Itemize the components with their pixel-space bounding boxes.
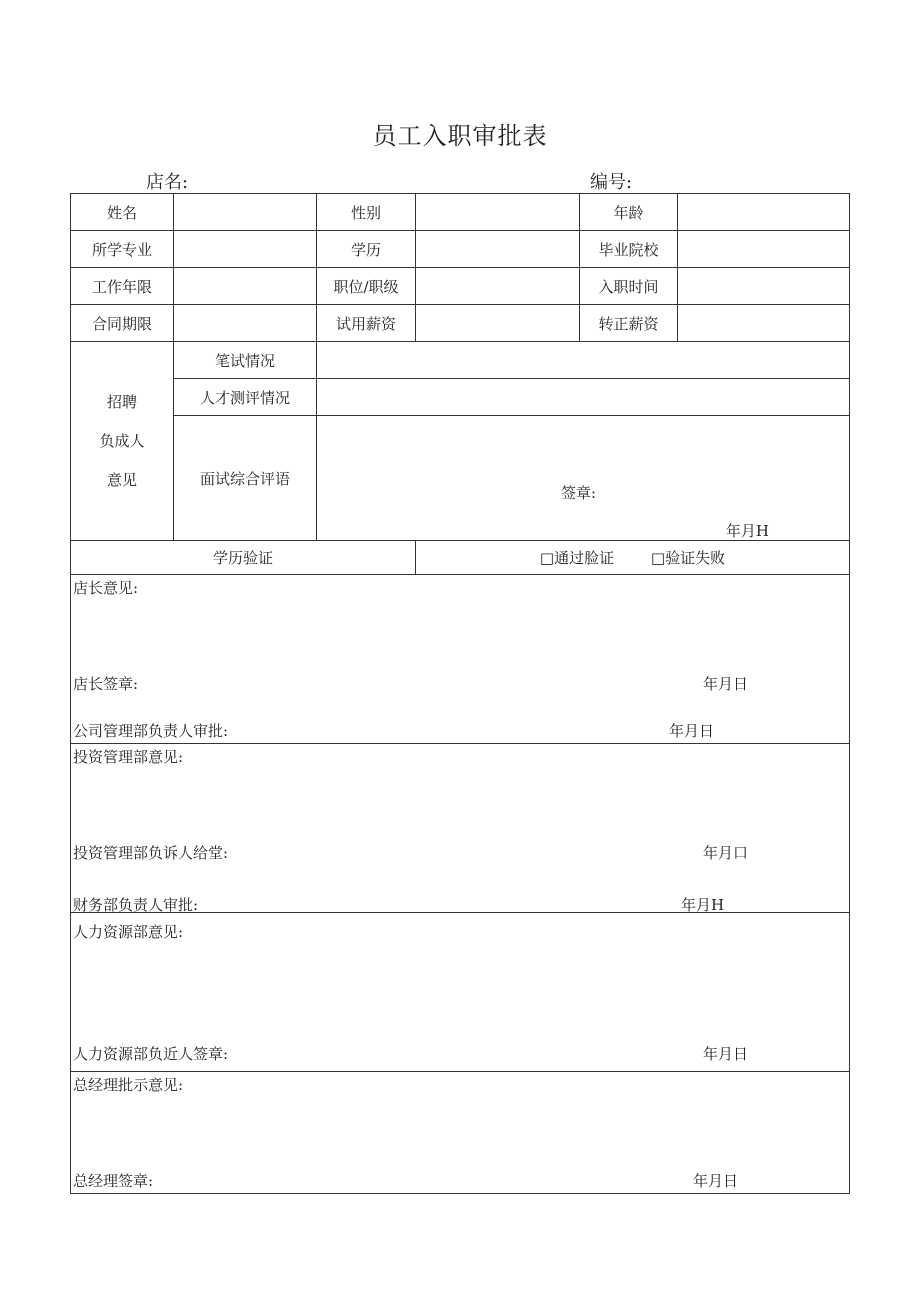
form-row-contract <box>71 305 850 342</box>
trial-salary-label: 试用薪资 <box>317 305 416 342</box>
interview-date: 年月H <box>725 522 769 540</box>
gm-opinion-label: 总经理批示意见: <box>73 1076 184 1094</box>
position-label: 职位/职级 <box>317 268 416 305</box>
education-label: 学历 <box>317 231 416 268</box>
company-approval-label: 公司管理部负责人审批: <box>73 722 229 740</box>
store-manager-opinion-label: 店长意见: <box>73 579 139 597</box>
company-approval-date: 年月日 <box>669 722 715 740</box>
recruiter-side-line2: 负成人 <box>99 431 145 450</box>
investment-section <box>71 744 850 913</box>
gm-section <box>71 1072 850 1194</box>
recruit-row-talent <box>71 379 850 416</box>
work-years-label: 工作年限 <box>71 268 174 305</box>
store-manager-section <box>71 575 850 744</box>
entry-time-label: 入职时间 <box>580 268 678 305</box>
education-field[interactable] <box>416 231 580 268</box>
name-label: 姓名 <box>71 194 174 231</box>
approval-form-table <box>70 193 850 1194</box>
name-field[interactable] <box>174 194 317 231</box>
form-row-major <box>71 231 850 268</box>
store-name-label: 店名: <box>146 172 189 193</box>
recruiter-side-line3: 意见 <box>106 470 137 489</box>
recruit-row-written <box>71 342 850 379</box>
education-verify-options <box>416 541 850 575</box>
finance-approval-label: 财务部负责人审批: <box>73 896 199 914</box>
age-field[interactable] <box>678 194 850 231</box>
school-label: 毕业院校 <box>580 231 678 268</box>
gm-date: 年月日 <box>693 1172 739 1190</box>
investment-opinion-label: 投资管理部意见: <box>73 748 184 766</box>
verify-passed-checkbox[interactable]: □通过脸证 <box>539 549 615 567</box>
school-field[interactable] <box>678 231 850 268</box>
contract-label: 合同期限 <box>71 305 174 342</box>
talent-assessment-label: 人才测评情况 <box>174 379 317 416</box>
store-manager-sign-label: 店长签章: <box>73 675 139 693</box>
interview-sign-label: 签章: <box>561 484 597 502</box>
major-field[interactable] <box>174 231 317 268</box>
work-years-field[interactable] <box>174 268 317 305</box>
interview-comment-field[interactable] <box>317 416 850 541</box>
regular-salary-label: 转正薪资 <box>580 305 678 342</box>
investment-sign-label: 投资管理部负诉人给堂: <box>73 844 229 862</box>
gender-label: 性别 <box>317 194 416 231</box>
written-test-label: 笔试情况 <box>174 342 317 379</box>
trial-salary-field[interactable] <box>416 305 580 342</box>
hr-opinion-label: 人力资源部意见: <box>73 923 184 941</box>
contract-field[interactable] <box>174 305 317 342</box>
age-label: 年龄 <box>580 194 678 231</box>
page-title: 员工入职审批表 <box>372 122 548 150</box>
written-test-field[interactable] <box>317 342 850 379</box>
education-verify-label: 学历验证 <box>71 541 416 575</box>
gm-sign-label: 总经理签章: <box>73 1172 154 1190</box>
verify-failed-checkbox[interactable]: □验证失败 <box>650 549 726 567</box>
interview-comment-label: 面试综合评语 <box>174 416 317 541</box>
recruiter-side-line1: 招聘 <box>106 392 137 411</box>
recruiter-opinion-label <box>71 342 174 541</box>
finance-approval-date: 年月H <box>681 896 725 914</box>
education-verify-row <box>71 541 850 575</box>
regular-salary-field[interactable] <box>678 305 850 342</box>
recruit-row-interview <box>71 416 850 541</box>
major-label: 所学专业 <box>71 231 174 268</box>
form-row-name <box>71 194 850 231</box>
hr-section <box>71 913 850 1072</box>
investment-date: 年月口 <box>703 844 749 862</box>
form-row-work-years <box>71 268 850 305</box>
gender-field[interactable] <box>416 194 580 231</box>
store-manager-date: 年月日 <box>703 675 749 693</box>
hr-sign-label: 人力资源部负近人签章: <box>73 1045 229 1063</box>
hr-date: 年月日 <box>703 1045 749 1063</box>
form-number-label: 编号: <box>590 172 633 193</box>
position-field[interactable] <box>416 268 580 305</box>
talent-assessment-field[interactable] <box>317 379 850 416</box>
entry-time-field[interactable] <box>678 268 850 305</box>
